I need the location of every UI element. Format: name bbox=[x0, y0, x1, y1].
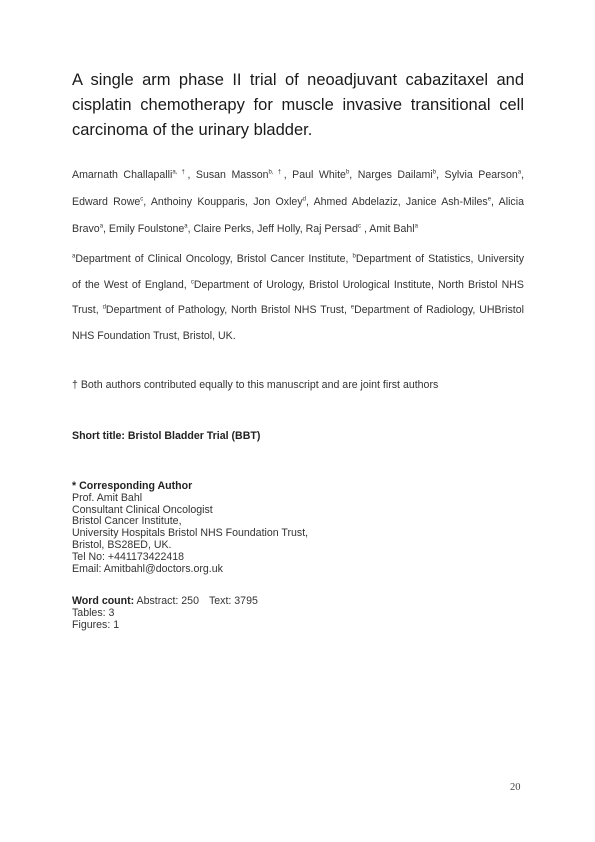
author: Claire Perks, Jeff Holly, Raj Persad$^c$ , bbox=[193, 223, 370, 235]
short-title: Short title: Bristol Bladder Trial (BBT) bbox=[72, 430, 261, 442]
manuscript-counts bbox=[72, 596, 258, 631]
author: Amarnath Challapalli$^{a, \dagger}$, bbox=[72, 169, 196, 181]
page-number: 20 bbox=[510, 782, 521, 793]
author-list bbox=[72, 162, 524, 243]
author: Emily Foulstone$^a$, bbox=[108, 223, 194, 235]
corresponding-line: Consultant Clinical Oncologist bbox=[72, 503, 213, 516]
author: Anthoiny Koupparis, Jon Oxley$^d$, bbox=[150, 196, 314, 208]
equal-contribution-footnote: † Both authors contributed equally to this manuscript and are joint first authors bbox=[72, 379, 439, 391]
affiliation-list bbox=[72, 247, 524, 349]
affiliation: $^a$Department of Clinical Oncology, Bristol Cancer Institute, bbox=[72, 253, 353, 265]
corresponding-heading: * Corresponding Author bbox=[72, 480, 193, 492]
author: Susan Masson$^{b, \dagger}$, bbox=[195, 169, 293, 181]
abstract-count: Abstract: 250 bbox=[136, 595, 199, 607]
word-count-label: Word count: bbox=[72, 595, 135, 607]
corresponding-email: Email: Amitbahl@doctors.org.uk bbox=[72, 562, 223, 575]
affiliation: $^b$Department of Statistics, University of the West of England, bbox=[72, 253, 524, 291]
tables-count: Tables: 3 bbox=[72, 606, 115, 619]
author: Edward Rowe$^c$, bbox=[72, 196, 151, 208]
paper-title: A single arm phase II trial of neoadjuvant cabazitaxel and cisplatin chemotherapy for muscle invasive transitional cell carcinoma of the urinary bladder. bbox=[72, 71, 524, 139]
corresponding-line: Prof. Amit Bahl bbox=[72, 491, 143, 504]
corresponding-line: Bristol Cancer Institute, bbox=[72, 515, 182, 528]
affiliation: $^d$Department of Pathology, North Bristol NHS Trust, bbox=[102, 304, 351, 316]
author: Amit Bahl$^a$ bbox=[369, 223, 418, 235]
author: Ahmed Abdelaziz, Janice Ash-Miles$^e$, bbox=[313, 196, 499, 208]
text-count: Text: 3795 bbox=[208, 595, 258, 607]
author: Paul White$^b$, bbox=[292, 169, 358, 181]
corresponding-line: Bristol, BS28ED, UK. bbox=[72, 538, 172, 551]
author: Narges Dailami$^b$, bbox=[357, 169, 445, 181]
affiliation: $^c$Department of Urology, Bristol Urological Institute, North Bristol NHS Trust, bbox=[72, 278, 524, 316]
figures-count: Figures: 1 bbox=[72, 618, 120, 631]
affiliation: $^e$Department of Radiology, UHBristol NHS Foundation Trust, Bristol, UK. bbox=[72, 304, 524, 342]
corresponding-author-block bbox=[72, 481, 308, 575]
corresponding-line: University Hospitals Bristol NHS Foundation Trust, bbox=[72, 527, 309, 540]
author: Sylvia Pearson$^a$, bbox=[444, 169, 525, 181]
author: Alicia Bravo$^a$, bbox=[72, 196, 524, 235]
corresponding-line: Tel No: +441173422418 bbox=[72, 550, 185, 563]
